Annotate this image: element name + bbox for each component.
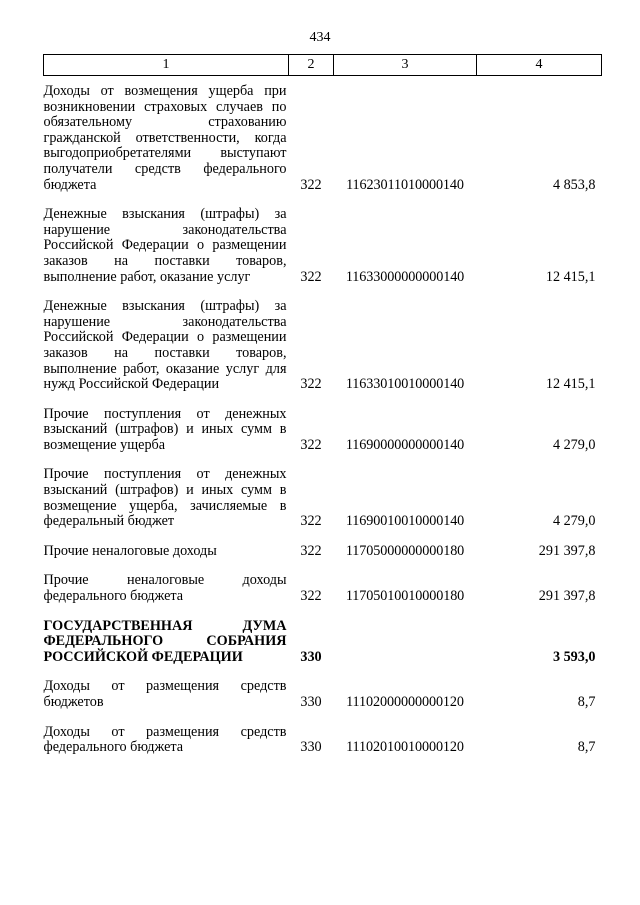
row-budget-code: 11705010010000180 [345,588,465,605]
table-row [44,207,602,299]
row-description: Денежные взыскания (штрафы) за нарушение законодательства Российской Федерации о размещении заказов на поставки товаров, выполнение работ, оказание услуг для нужд Российской Федерации [43,298,287,393]
row-amount: 4 853,8 [552,176,596,193]
row-ministry-code: 322 [300,513,322,530]
row-budget-code: 11705000000000180 [345,542,465,559]
table-row [44,725,602,770]
row-description: Доходы от размещения средств бюджетов [43,678,287,710]
table-row [44,407,602,468]
table-row [44,679,602,724]
table-row [44,467,602,543]
row-description: Доходы от возмещения ущерба при возникновении страховых случаев по обязательному страхованию гражданской ответственности, когда выгодоприобретателями выступают получатели средств федерального бюджета [43,83,287,193]
row-budget-code: 11633000000000140 [345,268,465,285]
row-description: ГОСУДАРСТВЕННАЯ ДУМА ФЕДЕРАЛЬНОГО СОБРАНИЯ РОССИЙСКОЙ ФЕДЕРАЦИИ [43,617,287,665]
row-budget-code: 11102010010000120 [346,739,464,756]
row-budget-code: 11633010010000140 [345,376,465,393]
row-budget-code: 11623011010000140 [346,176,464,193]
row-amount: 4 279,0 [552,513,596,530]
table-row [44,573,602,618]
column-header-1: 1 [44,55,289,76]
row-ministry-code: 322 [300,268,322,285]
row-amount: 12 415,1 [545,268,596,285]
row-amount: 291 397,8 [538,588,596,605]
row-description: Прочие неналоговые доходы федерального бюджета [43,572,287,605]
row-ministry-code: 330 [300,694,322,710]
row-budget-code: 11102000000000120 [346,694,464,710]
row-amount: 12 415,1 [545,376,596,393]
table-body [44,76,602,770]
column-header-3: 3 [334,55,477,76]
row-amount: 291 397,8 [538,542,596,559]
row-budget-code [334,619,477,680]
row-description: Доходы от размещения средств федерального бюджета [43,723,287,756]
row-description: Прочие неналоговые доходы [43,542,217,559]
row-ministry-code: 322 [300,588,322,605]
row-budget-code: 11690010010000140 [345,513,465,530]
row-ministry-code: 330 [300,648,322,665]
revenue-table [43,54,602,770]
row-description: Прочие поступления от денежных взысканий (штрафов) и иных сумм в возмещение ущерба [43,405,287,453]
column-header-4: 4 [477,55,602,76]
row-amount: 4 279,0 [552,436,596,453]
table-row [44,619,602,680]
table-row [44,299,602,407]
column-header-2: 2 [289,55,334,76]
header-row [44,55,602,76]
row-amount: 8,7 [577,739,596,756]
table-row [44,76,602,208]
page-number: 434 [309,30,331,45]
row-ministry-code: 330 [300,739,322,756]
row-ministry-code: 322 [300,376,322,393]
row-amount: 3 593,0 [552,648,596,665]
row-amount: 8,7 [577,694,596,710]
table-row [44,544,602,574]
row-ministry-code: 322 [300,176,322,193]
row-description: Прочие поступления от денежных взысканий (штрафов) и иных сумм в возмещение ущерба, зачисляемые в федеральный бюджет [43,466,287,530]
row-budget-code: 11690000000000140 [345,436,465,453]
row-ministry-code: 322 [300,542,322,559]
row-description: Денежные взыскания (штрафы) за нарушение законодательства Российской Федерации о размещении заказов на поставки товаров, выполнение работ, оказание услуг [43,206,287,285]
row-ministry-code: 322 [300,436,322,453]
